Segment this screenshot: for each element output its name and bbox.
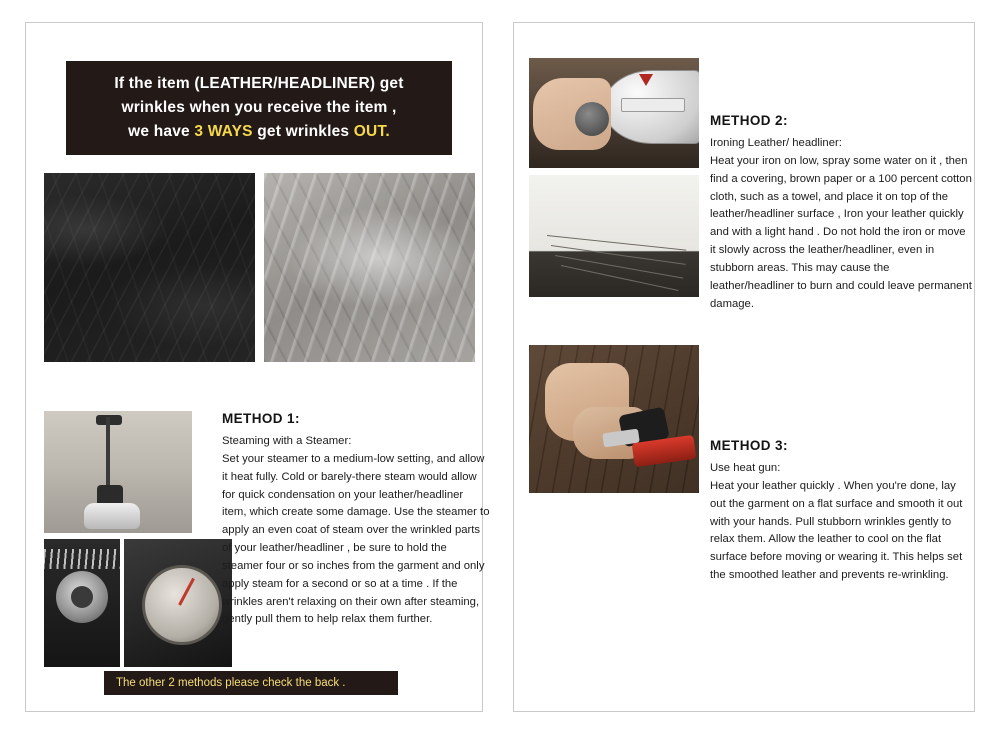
left-page bbox=[25, 22, 490, 712]
method-3-text bbox=[710, 460, 964, 585]
steamer-tank-cap bbox=[56, 571, 108, 623]
iron-temperature-scale bbox=[621, 98, 685, 112]
headline-line-1: If the item (LEATHER/HEADLINER) get bbox=[114, 74, 404, 92]
method-1-body: Set your steamer to a medium-low setting, and allow it heat fully. Cold or barely-there steam would allow for quick condensation on your leather/headliner item, which create some damage. Use the steamer to apply an even coat of steam over the wrinkled parts of your leather/headliner , be sure to hold the steamer four or so inches from the garment and only apply steam for a second or so at a time . If the wrinkles aren't relaxing on their own after steaming, gently pull them to help relax them further. bbox=[222, 452, 490, 626]
method-1-text bbox=[222, 433, 490, 629]
headline-line-3-mid: get wrinkles bbox=[252, 123, 354, 140]
footer-note-bar bbox=[104, 671, 398, 695]
method-2-body: Heat your iron on low, spray some water on it , then find a covering, brown paper or a 100 percent cotton cloth, such as a towel, and place it on top of the leather/headliner surface , Iron your leather quickly and with a light hand . Do not hold the iron or move it slowly across the leather/headliner, even in stubborn areas. This may cause the leather/headliner to burn and could leave permanent damage. bbox=[710, 154, 972, 310]
method-2-text bbox=[710, 135, 972, 313]
steamer-base bbox=[84, 503, 140, 529]
hand-adjusting-iron-dial-photo bbox=[529, 58, 699, 168]
steamer-water-tank-photo bbox=[44, 539, 120, 667]
steamer-temperature-dial-photo bbox=[124, 539, 232, 667]
headline-line-3-prefix: we have bbox=[128, 123, 195, 140]
method-1-heading: METHOD 1: bbox=[222, 411, 300, 426]
steamer-cord bbox=[44, 549, 120, 569]
cloth-fold-line bbox=[555, 255, 683, 279]
cloth-fold-line bbox=[561, 265, 679, 291]
cotton-cloth-over-surface-photo bbox=[529, 175, 699, 297]
headline-line-2: wrinkles when you receive the item , bbox=[121, 98, 397, 116]
footer-note-text: The other 2 methods please check the back . bbox=[116, 677, 346, 689]
steamer-pole bbox=[106, 417, 110, 491]
right-page bbox=[513, 22, 975, 712]
iron-setting-marker bbox=[639, 74, 653, 86]
method-1-subtitle: Steaming with a Steamer: bbox=[222, 435, 352, 447]
method-3-body: Heat your leather quickly . When you're done, lay out the garment on a flat surface and smooth it out with your hands. Pull stubborn wrinkles gently to relax them. Allow the leather to cool on the flat surface before moving or wearing it. This helps set the smoothed leather and prevents re-wrinkling. bbox=[710, 479, 963, 582]
headline-highlight-out: OUT. bbox=[353, 123, 390, 140]
iron-knob bbox=[575, 102, 609, 136]
gloved-hands-with-heat-gun-photo bbox=[529, 345, 699, 493]
headline-highlight-ways: 3 WAYS bbox=[194, 123, 253, 140]
temperature-dial bbox=[142, 565, 222, 645]
grey-headliner-wrinkle-photo bbox=[264, 173, 475, 362]
headline-banner bbox=[66, 61, 452, 155]
steamer-head bbox=[97, 485, 123, 505]
method-3-heading: METHOD 3: bbox=[710, 438, 788, 453]
method-2-subtitle: Ironing Leather/ headliner: bbox=[710, 137, 842, 149]
method-3-subtitle: Use heat gun: bbox=[710, 462, 781, 474]
method-2-heading: METHOD 2: bbox=[710, 113, 788, 128]
headline-banner-text bbox=[104, 72, 413, 144]
dark-leather-wrinkle-photo bbox=[44, 173, 255, 362]
garment-steamer-photo bbox=[44, 411, 192, 533]
